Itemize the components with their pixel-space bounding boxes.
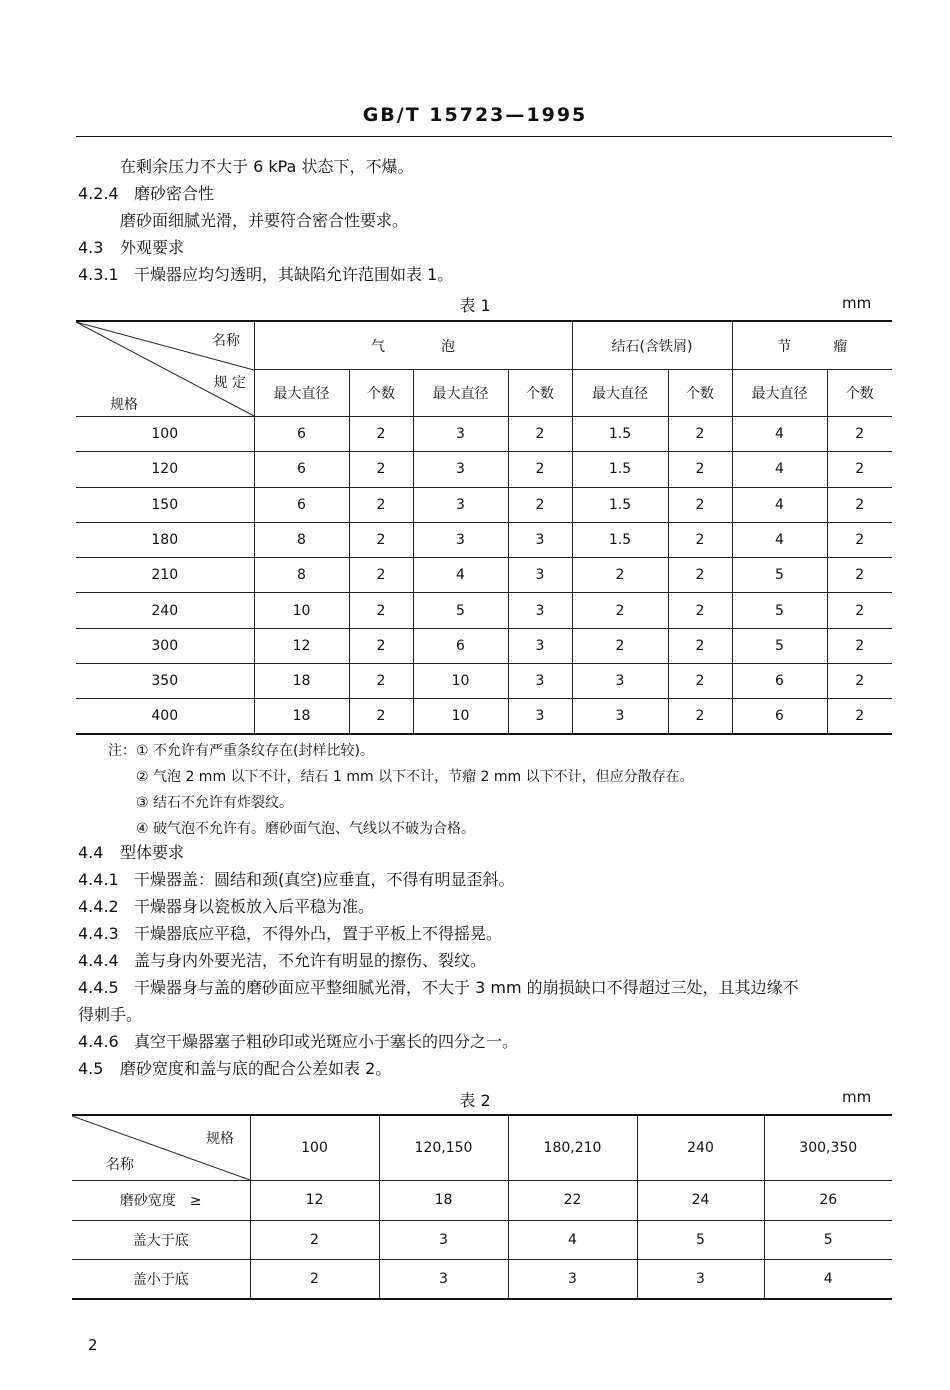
subheader: 个数 <box>668 370 732 417</box>
table-cell: 18 <box>379 1181 508 1221</box>
corner-label-name: 名称 <box>212 333 240 349</box>
table-cell: 10 <box>254 593 349 628</box>
table-cell: 2 <box>827 452 892 487</box>
corner-label-size: 规格 <box>110 397 138 413</box>
header-rule <box>76 136 892 137</box>
table-cell: 2 <box>827 487 892 522</box>
standard-number: GB/T 15723—1995 <box>362 104 588 126</box>
table-cell: 5 <box>413 593 508 628</box>
table-cell: 2 <box>827 664 892 699</box>
table-cell: 6 <box>413 628 508 663</box>
table-cell: 2 <box>349 558 413 593</box>
table-row <box>72 1181 892 1221</box>
paragraph-grinding: 磨砂面细腻光滑，并要符合密合性要求。 <box>120 211 409 230</box>
table2-caption: 表 2 <box>459 1091 491 1110</box>
table-cell: 18 <box>254 699 349 734</box>
table-cell: 4 <box>764 1260 892 1300</box>
table-cell: 24 <box>637 1181 764 1221</box>
section-number: 4.3 <box>78 238 104 257</box>
table-cell: 2 <box>349 593 413 628</box>
column-header: 100 <box>250 1115 379 1181</box>
table-cell: 2 <box>572 593 668 628</box>
section-4-4-5-continued: 得刺手。 <box>78 1005 143 1024</box>
section-title: 磨砂密合性 <box>134 184 215 203</box>
table-cell: 2 <box>250 1260 379 1300</box>
section-4-4 <box>78 840 184 866</box>
table-cell: 1.5 <box>572 487 668 522</box>
corner-label-spec: 规格 <box>206 1131 234 1147</box>
table-cell: 2 <box>668 628 732 663</box>
section-number: 4.5 <box>78 1059 104 1078</box>
table-cell: 2 <box>349 628 413 663</box>
table2-body <box>72 1181 892 1300</box>
table-cell: 6 <box>732 664 827 699</box>
section-number: 4.4 <box>78 843 104 862</box>
table1-corner-cell <box>76 321 254 417</box>
table-cell: 2 <box>827 699 892 734</box>
subheader: 最大直径 <box>254 370 349 417</box>
subheader: 最大直径 <box>572 370 668 417</box>
table-cell: 1.5 <box>572 452 668 487</box>
paragraph-pressure: 在剩余压力不大于 6 kPa 状态下，不爆。 <box>120 157 414 176</box>
column-header: 180,210 <box>508 1115 637 1181</box>
table-cell: 2 <box>668 487 732 522</box>
subheader: 个数 <box>349 370 413 417</box>
table-cell: 10 <box>413 664 508 699</box>
section-number: 4.3.1 <box>78 265 119 284</box>
table-cell: 5 <box>732 628 827 663</box>
table-cell: 2 <box>668 593 732 628</box>
section-4-4-1 <box>78 867 515 893</box>
table-cell: 18 <box>254 664 349 699</box>
table-cell: 4 <box>508 1220 637 1260</box>
table-cell: 5 <box>732 558 827 593</box>
row-label: 210 <box>76 558 254 593</box>
section-text: 干燥器身以瓷板放入后平稳为准。 <box>134 897 375 916</box>
table-cell: 2 <box>827 628 892 663</box>
table-cell: 2 <box>668 417 732 452</box>
section-4-4-5 <box>78 975 799 1001</box>
section-4-3 <box>78 235 184 261</box>
table-cell: 6 <box>254 417 349 452</box>
note-4: ④ 破气泡不允许有。磨砂面气泡、气线以不破为合格。 <box>136 821 475 837</box>
subheader: 个数 <box>508 370 572 417</box>
table-cell: 2 <box>508 487 572 522</box>
row-label: 350 <box>76 664 254 699</box>
section-4-5 <box>78 1056 391 1082</box>
table1-body <box>76 417 892 735</box>
section-4-3-1 <box>78 262 453 288</box>
table-cell: 2 <box>827 593 892 628</box>
table-row <box>76 628 892 663</box>
subheader: 最大直径 <box>732 370 827 417</box>
section-text: 干燥器盖：圆结和颈(真空)应垂直，不得有明显歪斜。 <box>134 870 515 889</box>
table-cell: 3 <box>572 664 668 699</box>
table-cell: 5 <box>732 593 827 628</box>
table-cell: 3 <box>508 1260 637 1300</box>
section-text: 干燥器身与盖的磨砂面应平整细腻光滑，不大于 3 mm 的崩损缺口不得超过三处，且其边缘不 <box>134 978 799 997</box>
table-cell: 5 <box>637 1220 764 1260</box>
table-cell: 2 <box>572 558 668 593</box>
table-row <box>76 487 892 522</box>
section-number: 4.4.2 <box>78 897 119 916</box>
row-label: 180 <box>76 522 254 557</box>
section-text: 盖与身内外要光洁，不允许有明显的擦伤、裂纹。 <box>134 951 487 970</box>
table-cell: 3 <box>413 417 508 452</box>
table2-corner-cell <box>72 1115 250 1181</box>
table-cell: 3 <box>413 522 508 557</box>
note-3: ③ 结石不允许有炸裂纹。 <box>136 795 294 811</box>
section-number: 4.4.5 <box>78 978 119 997</box>
table-cell: 1.5 <box>572 417 668 452</box>
table-cell: 2 <box>349 452 413 487</box>
column-header: 120,150 <box>379 1115 508 1181</box>
table-cell: 12 <box>250 1181 379 1221</box>
table-cell: 2 <box>508 417 572 452</box>
section-text: 干燥器底应平稳，不得外凸，置于平板上不得摇晃。 <box>134 924 503 943</box>
table-cell: 3 <box>379 1260 508 1300</box>
table1 <box>76 320 892 735</box>
diagonal-line <box>72 1116 250 1180</box>
table-cell: 4 <box>732 452 827 487</box>
table-cell: 3 <box>413 487 508 522</box>
table-cell: 4 <box>732 417 827 452</box>
section-4-4-6 <box>78 1029 518 1055</box>
section-number: 4.4.1 <box>78 870 119 889</box>
table-cell: 6 <box>732 699 827 734</box>
subheader: 个数 <box>827 370 892 417</box>
table-row <box>76 699 892 734</box>
table-cell: 2 <box>349 487 413 522</box>
table2 <box>72 1114 892 1300</box>
row-label: 240 <box>76 593 254 628</box>
row-label: 盖大于底 <box>72 1220 250 1260</box>
table-cell: 3 <box>508 628 572 663</box>
column-header: 300,350 <box>764 1115 892 1181</box>
row-label: 120 <box>76 452 254 487</box>
table-cell: 2 <box>508 452 572 487</box>
table-cell: 4 <box>732 522 827 557</box>
table-cell: 2 <box>827 522 892 557</box>
corner-label-name: 名称 <box>106 1157 134 1173</box>
table-row <box>72 1220 892 1260</box>
table-cell: 22 <box>508 1181 637 1221</box>
table-cell: 6 <box>254 487 349 522</box>
section-text: 干燥器应均匀透明，其缺陷允许范围如表 1。 <box>134 265 454 284</box>
table-cell: 3 <box>508 664 572 699</box>
table-row <box>76 417 892 452</box>
table-cell: 8 <box>254 558 349 593</box>
table1-caption: 表 1 <box>459 296 491 315</box>
table-cell: 2 <box>827 558 892 593</box>
table-cell: 3 <box>508 522 572 557</box>
table-row <box>76 558 892 593</box>
table-cell: 6 <box>254 452 349 487</box>
table-cell: 2 <box>668 452 732 487</box>
note-2: ② 气泡 2 mm 以下不计，结石 1 mm 以下不计，节瘤 2 mm 以下不计，但应分散存在。 <box>136 769 694 785</box>
table-row <box>76 593 892 628</box>
table-row <box>76 664 892 699</box>
subheader: 最大直径 <box>413 370 508 417</box>
group-header-knot: 节 瘤 <box>732 321 892 370</box>
section-number: 4.4.3 <box>78 924 119 943</box>
table-cell: 2 <box>349 699 413 734</box>
table1-unit: mm <box>842 294 872 312</box>
table-cell: 26 <box>764 1181 892 1221</box>
table-cell: 3 <box>508 593 572 628</box>
table-cell: 8 <box>254 522 349 557</box>
section-text: 真空干燥器塞子粗砂印或光斑应小于塞长的四分之一。 <box>134 1032 519 1051</box>
table2-unit: mm <box>842 1088 872 1106</box>
table-cell: 2 <box>349 522 413 557</box>
section-number: 4.4.4 <box>78 951 119 970</box>
table-cell: 2 <box>668 699 732 734</box>
row-label: 400 <box>76 699 254 734</box>
table-cell: 2 <box>827 417 892 452</box>
table-cell: 2 <box>668 558 732 593</box>
table-cell: 2 <box>668 522 732 557</box>
row-label: 300 <box>76 628 254 663</box>
note-1: 注：① 不允许有严重条纹存在(封样比较)。 <box>108 743 374 759</box>
section-number: 4.2.4 <box>78 184 119 203</box>
table-cell: 3 <box>508 558 572 593</box>
row-label: 100 <box>76 417 254 452</box>
row-label: 150 <box>76 487 254 522</box>
table-cell: 5 <box>764 1220 892 1260</box>
section-number: 4.4.6 <box>78 1032 119 1051</box>
table-cell: 3 <box>508 699 572 734</box>
table-cell: 4 <box>413 558 508 593</box>
table-cell: 2 <box>349 664 413 699</box>
table-row <box>72 1260 892 1300</box>
table-cell: 2 <box>572 628 668 663</box>
table-cell: 3 <box>637 1260 764 1300</box>
column-header: 240 <box>637 1115 764 1181</box>
table-row <box>76 452 892 487</box>
table-cell: 2 <box>668 664 732 699</box>
section-4-4-2 <box>78 894 374 920</box>
section-title: 型体要求 <box>120 843 185 862</box>
row-label: 盖小于底 <box>72 1260 250 1300</box>
table-cell: 3 <box>379 1220 508 1260</box>
section-title: 外观要求 <box>120 238 185 257</box>
table-cell: 3 <box>413 452 508 487</box>
table-cell: 4 <box>732 487 827 522</box>
table-cell: 1.5 <box>572 522 668 557</box>
section-4-4-3 <box>78 921 502 947</box>
table-cell: 12 <box>254 628 349 663</box>
table-row <box>76 522 892 557</box>
group-header-bubble: 气 泡 <box>254 321 572 370</box>
corner-label-spec: 规 定 <box>213 375 246 391</box>
group-header-stone: 结石(含铁屑) <box>572 321 732 370</box>
table-cell: 2 <box>250 1220 379 1260</box>
table-cell: 2 <box>349 417 413 452</box>
table-cell: 10 <box>413 699 508 734</box>
row-label: 磨砂宽度 ≥ <box>72 1181 250 1221</box>
section-4-4-4 <box>78 948 486 974</box>
section-text: 磨砂宽度和盖与底的配合公差如表 2。 <box>120 1059 392 1078</box>
page-number: 2 <box>88 1336 98 1354</box>
section-4-2-4 <box>78 181 214 207</box>
table-cell: 3 <box>572 699 668 734</box>
